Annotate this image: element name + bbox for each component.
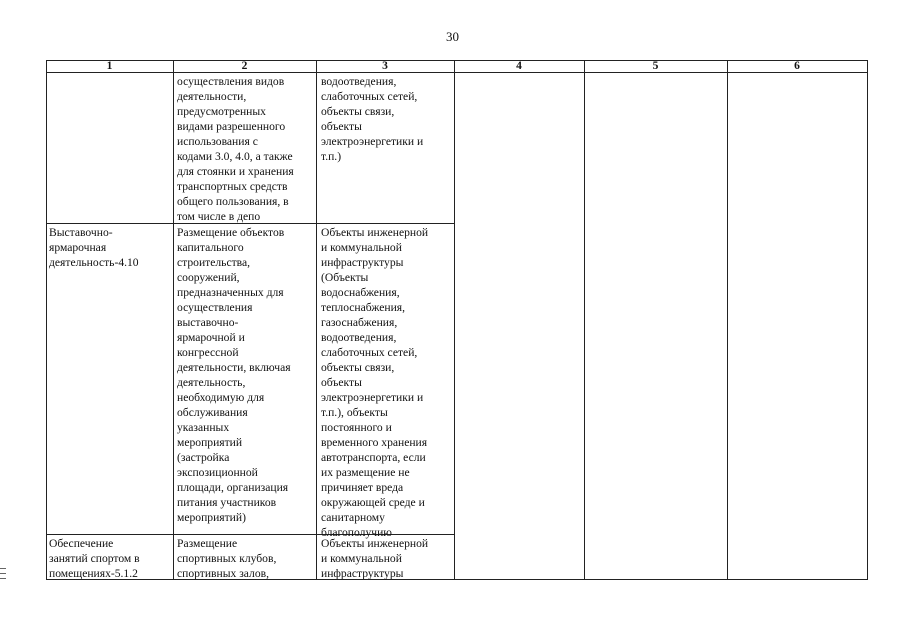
margin-mark: [0, 573, 6, 574]
table-cell-description: осуществления видов деятельности, предусмотренных видами разрешенного использования с кодами 3.0, 4.0, а также для стоянки и хранения транспортных средств общего пользования, в том числе в депо: [177, 75, 294, 223]
table-border-right: [867, 60, 868, 580]
land-use-table: [46, 60, 868, 580]
table-border-bottom: [46, 579, 868, 580]
table-cell-activity: Выставочно- ярмарочная деятельность-4.10: [49, 226, 139, 269]
page-number: 30: [446, 29, 459, 44]
header-cell: 1: [106, 60, 113, 72]
header-cell: 5: [652, 60, 659, 72]
table-cell-facilities: водоотведения, слаботочных сетей, объекты связи, объекты электроэнергетики и т.п.): [321, 75, 424, 163]
table-cell-description: Размещение спортивных клубов, спортивных залов,: [177, 537, 277, 579]
header-cell: 6: [794, 60, 800, 72]
column-divider: [727, 60, 728, 580]
column-divider: [454, 60, 455, 580]
header-divider: [46, 72, 868, 73]
column-divider: [316, 60, 317, 580]
header-cell: 2: [241, 60, 248, 72]
header-cell: 3: [382, 60, 388, 72]
table-cell-activity: Обеспечение занятий спортом в помещениях-5.1.2: [49, 537, 140, 579]
margin-mark: [0, 568, 6, 569]
table-cell-facilities: Объекты инженерной и коммунальной инфраструктуры: [321, 537, 429, 579]
table-border-left: [46, 60, 47, 580]
margin-mark: [0, 578, 6, 579]
header-cell: 4: [516, 60, 522, 72]
table-cell-facilities: Объекты инженерной и коммунальной инфраструктуры (Объекты водоснабжения, теплоснабжения, газоснабжения, водоотведения, слаботочных сетей, объекты связи, объекты электроэнергетики и т.п.), объекты постоянного и временного хранения автотранспорта, если их размещение не причиняет вреда окружающей среде и санитарному благополучию: [321, 226, 429, 539]
column-divider: [173, 60, 174, 580]
table-cell-description: Размещение объектов капитального строительства, сооружений, предназначенных для осуществления выставочно- ярмарочной и конгрессной деятельности, включая деятельность, необходимую для обслуживания указанных мероприятий (застройка экспозиционной площади, организация питания участников мероприятий): [177, 226, 291, 524]
column-divider: [584, 60, 585, 580]
